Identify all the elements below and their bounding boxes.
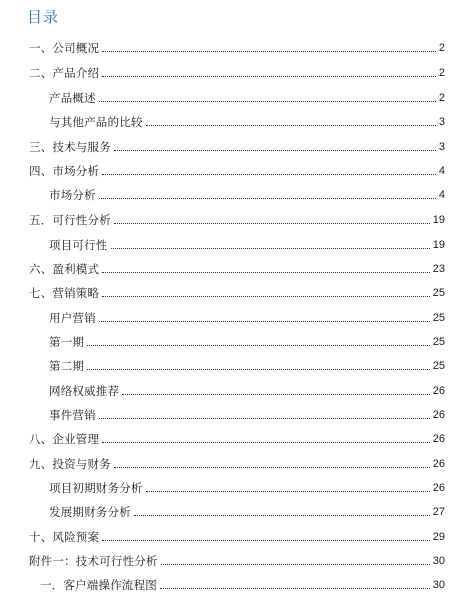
toc-leader-dots: [102, 441, 430, 443]
toc-page-number: 2: [438, 42, 445, 54]
toc-page-number: 30: [432, 579, 445, 591]
toc-page-number: 26: [432, 409, 445, 421]
toc-entry[interactable]: [0, 406, 474, 422]
toc-leader-dots: [102, 295, 430, 297]
toc-page-number: 23: [432, 263, 445, 275]
toc-page-number: 3: [438, 141, 445, 153]
toc-entry[interactable]: [0, 552, 474, 568]
toc-entry[interactable]: [0, 333, 474, 349]
toc-entry[interactable]: [0, 455, 474, 471]
toc-leader-dots: [102, 75, 436, 77]
toc-entry-label: 第二期: [49, 359, 85, 373]
toc-page-number: 27: [432, 506, 445, 518]
toc-page-number: 26: [432, 458, 445, 470]
toc-leader-dots: [99, 320, 430, 322]
toc-entry-label: 七、营销策略: [29, 286, 100, 300]
toc-entry[interactable]: [0, 113, 474, 129]
toc-leader-dots: [134, 514, 430, 516]
toc-entry[interactable]: [0, 309, 474, 325]
toc-entry-label: 二、产品介绍: [29, 66, 100, 80]
toc-entry[interactable]: [0, 479, 474, 495]
toc-page-number: 19: [432, 214, 445, 226]
toc-entry-label: 用户营销: [49, 311, 96, 325]
toc-entry-label: 十、风险预案: [29, 530, 100, 544]
toc-leader-dots: [102, 271, 430, 273]
toc-leader-dots: [146, 124, 436, 126]
toc-leader-dots: [146, 490, 430, 492]
toc-entry-label: 三、技术与服务: [29, 140, 111, 154]
toc-page-number: 25: [432, 336, 445, 348]
toc-entry[interactable]: [0, 211, 474, 227]
toc-leader-dots: [114, 466, 430, 468]
toc-entry[interactable]: [0, 186, 474, 202]
toc-leader-dots: [99, 197, 436, 199]
toc-leader-dots: [99, 100, 436, 102]
toc-entry[interactable]: [0, 89, 474, 105]
toc-page-number: 30: [432, 555, 445, 567]
toc-entry-label: 九、投资与财务: [29, 457, 111, 471]
toc-entry-label: 项目初期财务分析: [49, 481, 143, 495]
toc-entry-label: 六、盈利模式: [29, 262, 100, 276]
toc-leader-dots: [114, 222, 430, 224]
toc-leader-dots: [102, 50, 436, 52]
toc-entry[interactable]: [0, 64, 474, 80]
toc-entry[interactable]: [0, 260, 474, 276]
toc-entry-label: 一．客户端操作流程图: [40, 578, 157, 592]
toc-entry[interactable]: [0, 357, 474, 373]
toc-page-number: 19: [432, 239, 445, 251]
toc-entry[interactable]: [0, 382, 474, 398]
toc-entry[interactable]: [0, 39, 474, 55]
toc-entry-label: 项目可行性: [49, 238, 108, 252]
toc-leader-dots: [161, 563, 430, 565]
toc-entry-label: 四、市场分析: [29, 164, 100, 178]
toc-leader-dots: [111, 247, 430, 249]
toc-page-number: 25: [432, 360, 445, 372]
toc-entry-label: 市场分析: [49, 188, 96, 202]
toc-entry[interactable]: [0, 162, 474, 178]
toc-entry[interactable]: [0, 528, 474, 544]
toc-page-number: 4: [438, 189, 445, 201]
toc-leader-dots: [114, 149, 436, 151]
toc-leader-dots: [87, 344, 430, 346]
toc-leader-dots: [102, 173, 436, 175]
toc-entry[interactable]: [0, 576, 474, 592]
toc-entry-label: 事件营销: [49, 408, 96, 422]
toc-entry-label: 发展期财务分析: [49, 505, 131, 519]
toc-page-number: 25: [432, 287, 445, 299]
toc-leader-dots: [122, 393, 430, 395]
toc-entry-label: 第一期: [49, 335, 85, 349]
toc-page-number: 4: [438, 165, 445, 177]
toc-leader-dots: [99, 417, 430, 419]
toc-page-number: 26: [432, 482, 445, 494]
toc-entry-label: 附件一：技术可行性分析: [29, 554, 158, 568]
toc-page-number: 3: [438, 116, 445, 128]
toc-entry[interactable]: [0, 138, 474, 154]
toc-entry[interactable]: [0, 430, 474, 446]
toc-leader-dots: [102, 539, 430, 541]
toc-leader-dots: [160, 587, 430, 589]
toc-entry-label: 产品概述: [49, 91, 96, 105]
toc-title: 目录: [27, 8, 60, 26]
toc-page-number: 26: [432, 385, 445, 397]
toc-page-number: 2: [438, 67, 445, 79]
toc-entry[interactable]: [0, 503, 474, 519]
toc-page-number: 25: [432, 312, 445, 324]
toc-entry-label: 与其他产品的比较: [49, 115, 143, 129]
toc-entry-label: 一、公司概况: [29, 41, 100, 55]
toc-page-number: 29: [432, 531, 445, 543]
toc-entry-label: 八、企业管理: [29, 432, 100, 446]
toc-leader-dots: [87, 368, 430, 370]
toc-entry[interactable]: [0, 236, 474, 252]
toc-entry-label: 五．可行性分析: [29, 213, 111, 227]
toc-entry-label: 网络权威推荐: [49, 384, 120, 398]
toc-page-number: 2: [438, 92, 445, 104]
toc-page-number: 26: [432, 433, 445, 445]
toc-entry[interactable]: [0, 284, 474, 300]
